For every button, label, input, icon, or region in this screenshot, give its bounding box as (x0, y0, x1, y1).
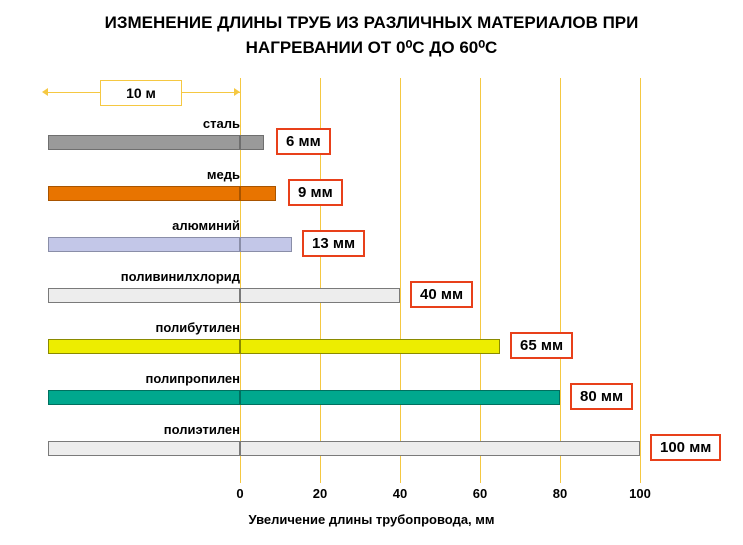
bar-base-copper (48, 186, 240, 201)
tick-label-100: 100 (629, 486, 651, 501)
callout-copper: 9 мм (288, 179, 343, 206)
gridline-80 (560, 78, 561, 483)
bar-base-steel (48, 135, 240, 150)
bar-label-polypropylene: полипропилен (145, 371, 240, 386)
bar-label-steel: сталь (202, 116, 240, 131)
bar-label-copper: медь (206, 167, 240, 182)
bar-copper (240, 186, 276, 201)
callout-polybutylene: 65 мм (510, 332, 573, 359)
callout-aluminium: 13 мм (302, 230, 365, 257)
scale-marker-box: 10 м (100, 80, 182, 106)
scale-arrow-right-head (234, 88, 240, 96)
gridline-100 (640, 78, 641, 483)
bar-polypropylene (240, 390, 560, 405)
bar-label-polybutylene: полибутилен (155, 320, 240, 335)
chart-title-line-1: ИЗМЕНЕНИЕ ДЛИНЫ ТРУБ ИЗ РАЗЛИЧНЫХ МАТЕРИАЛОВ ПРИ (104, 13, 639, 32)
chart-title-line-2: НАГРЕВАНИИ ОТ 0⁰С ДО 60⁰С (245, 38, 498, 57)
chart-title (0, 10, 743, 60)
callout-steel: 6 мм (276, 128, 331, 155)
bar-aluminium (240, 237, 292, 252)
callout-pvc: 40 мм (410, 281, 473, 308)
gridline-60 (480, 78, 481, 483)
tick-label-20: 20 (312, 486, 328, 501)
bar-polyethylene (240, 441, 640, 456)
gridline-40 (400, 78, 401, 483)
bar-base-polyethylene (48, 441, 240, 456)
bar-label-aluminium: алюминий (172, 218, 240, 233)
plot-area (40, 78, 712, 501)
tick-label-0: 0 (236, 486, 244, 501)
bar-base-aluminium (48, 237, 240, 252)
x-axis-title: Увеличение длины трубопровода, мм (248, 512, 495, 527)
callout-polypropylene: 80 мм (570, 383, 633, 410)
bar-pvc (240, 288, 400, 303)
tick-label-40: 40 (392, 486, 408, 501)
tick-label-80: 80 (552, 486, 568, 501)
bar-base-pvc (48, 288, 240, 303)
tick-label-60: 60 (472, 486, 488, 501)
bar-base-polypropylene (48, 390, 240, 405)
bar-steel (240, 135, 264, 150)
bar-label-pvc: поливинилхлорид (120, 269, 240, 284)
bar-polybutylene (240, 339, 500, 354)
bar-label-polyethylene: полиэтилен (163, 422, 240, 437)
bar-base-polybutylene (48, 339, 240, 354)
scale-arrow-left-head (42, 88, 48, 96)
callout-polyethylene: 100 мм (650, 434, 721, 461)
